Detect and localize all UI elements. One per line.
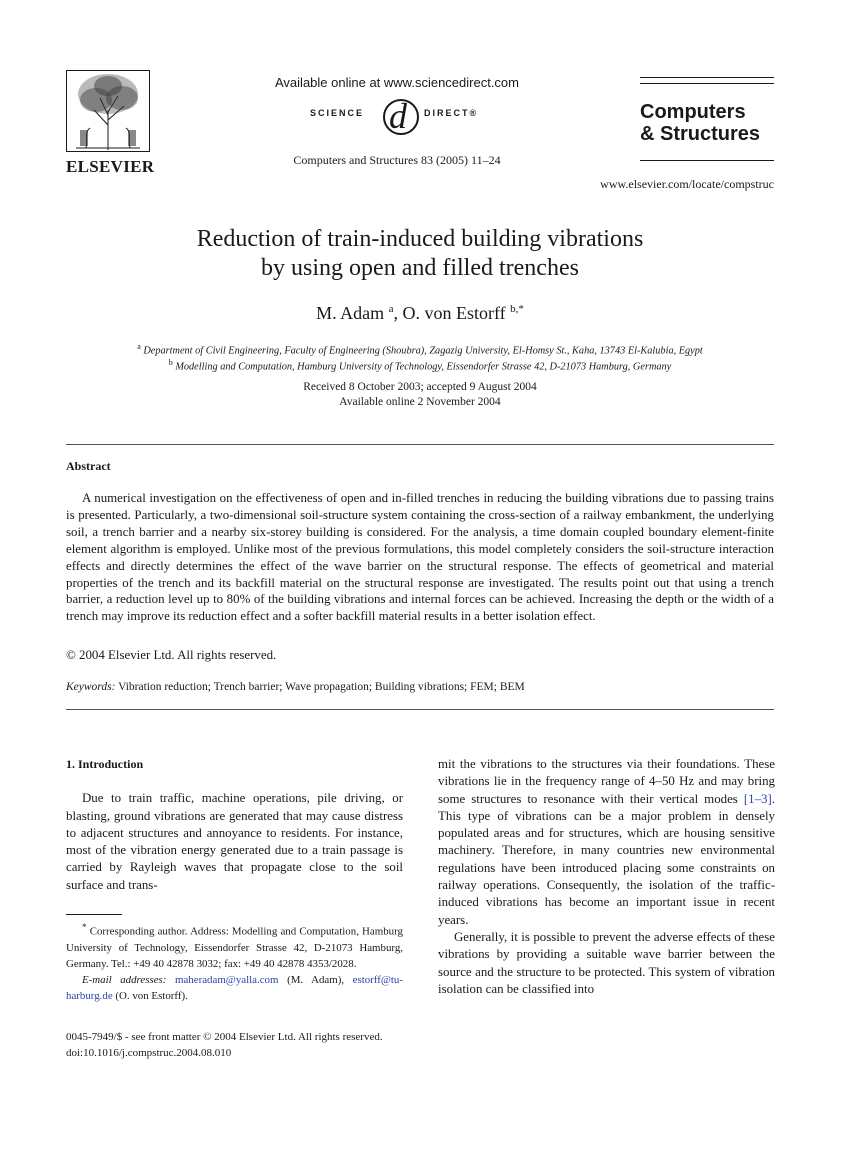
abstract-rule-top [66,444,774,445]
footnote-text: Corresponding author. Address: Modelling and Computation, Hamburg University of Technology, Eissendorfer Strasse 42, D-21073 Hamburg, Germany. Tel.: +49 40 42878 3032; fax: +49 40 42878 4353/2028. [66,925,403,970]
available-online-banner: Available online at www.sciencedirect.com [275,75,519,90]
elsevier-logo [66,70,155,176]
affiliation-text: Department of Civil Engineering, Faculty of Engineering (Shoubra), Zagazig University, El-Homsy St., Kaha, 13743 El-Kalubia, Egypt [143,345,703,357]
article-dates [66,380,774,410]
author-line [66,303,774,324]
author-affiliation-mark: b,* [510,303,524,315]
footnote-rule [66,914,122,915]
article-title [66,225,774,283]
page-footer [66,1029,383,1061]
abstract-copyright: © 2004 Elsevier Ltd. All rights reserved. [66,648,277,662]
intro-left-column [66,756,403,894]
intro-paragraph: Generally, it is possible to prevent the adverse effects of these vibrations by providing a suitable wave barrier between the source and the structure to be protected. This system of vibration isolation can be classified into [438,929,775,996]
keywords-list: Vibration reduction; Trench barrier; Wave propagation; Building vibrations; FEM; BEM [118,681,525,693]
paragraph-text: mit the vibrations to the structures via their foundations. These vibrations lie in the frequency range of 4–50 Hz and may bring some structures to resonance with their vertical modes [438,757,775,806]
author-affiliation-mark: a [388,303,394,315]
journal-title-rule-top [640,77,774,78]
author-name-corresponding: O. von Estorff [402,303,506,323]
intro-paragraph: Due to train traffic, machine operations, pile driving, or blasting, ground vibrations are generated that may cause distress to adjacent structures and annoyance to residents. For instance, most of the vibration energy generated due to a train passage is carried by Rayleigh waves that propagate close to the soil surface and trans- [66,791,403,892]
journal-reference: Computers and Structures 83 (2005) 11–24 [293,153,501,167]
intro-paragraph-continued [438,756,775,929]
email-link[interactable]: estorff@tu-harburg.de [66,973,403,1002]
journal-title [640,101,760,145]
doi-line: doi:10.1016/j.compstruc.2004.08.010 [66,1047,232,1059]
footnote-emails [66,972,403,1004]
affiliation-mark: a [137,342,141,351]
journal-title-line2: & Structures [640,123,761,145]
sd-logo-left: SCIENCE [310,108,365,118]
keywords-label: Keywords: [66,681,116,693]
email-link[interactable]: maheradam@yalla.com [175,973,279,986]
journal-title-line1: Computers [640,101,746,123]
paragraph-text: . This type of vibrations can be a major problem in densely populated areas and for structures, which are housing sensitive machinery. Therefore, in many countries new environmental regulations have been introduced placing some constraints on railway operations. Consequently, the isolation of the traffic-induced vibrations has become an important issue in recent years. [438,791,775,927]
intro-right-column [438,756,775,998]
journal-url-link[interactable]: www.elsevier.com/locate/compstruc [600,177,774,191]
online-date: Available online 2 November 2004 [339,396,501,408]
publisher-name: ELSEVIER [66,157,155,176]
email-owner: (M. Adam), [287,973,345,986]
article-title-line1: Reduction of train-induced building vibrations [196,226,644,252]
sd-logo-mark: d [389,96,407,136]
affiliation-mark: b [168,358,173,367]
email-label: E-mail addresses: [82,973,167,986]
elsevier-tree-icon [66,70,150,152]
received-date: Received 8 October 2003; accepted 9 August 2004 [303,381,537,393]
section-heading: 1. Introduction [66,757,144,771]
footnote [66,919,403,1004]
affiliation-b [60,355,780,375]
article-title-line2: by using open and filled trenches [261,255,579,281]
issn-line: 0045-7949/$ - see front matter © 2004 Elsevier Ltd. All rights reserved. [66,1031,383,1043]
email-owner: (O. von Estorff). [115,989,188,1002]
reference-link[interactable]: [1–3] [743,791,772,806]
abstract-rule-bottom [66,709,774,710]
author-separator: , [393,303,403,323]
author-name: M. Adam [316,303,385,323]
abstract-body: A numerical investigation on the effectiveness of open and in-filled trenches in reducing the building vibrations due to passing trains is presented. Particularly, a two-dimensional soil-structure system containing the cross-section of a railway embankment, the underlying soil, a trench barrier and a nearby six-storey building is considered. For the analysis, a time domain coupled boundary element-finite element algorithm is employed. Unlike most of the previous formulations, this model completely considers the soil-structure interaction effects and directly determines the effect of the wave barrier on the structural response. The effects of geometrical and material properties of the trench and its backfill material on the structural response are investigated. The results point out that using a trench barrier, a reduction level up to 80% of the building vibrations and internal forces can be achieved. Increasing the depth or the width of a trench may improve its reduction effect and a softer backfill material results in a better isolation effect. [66,491,774,624]
journal-title-rule-second [640,83,774,84]
footnote-mark: * [82,922,87,932]
sciencedirect-logo [310,96,490,136]
journal-title-rule-bottom [640,160,774,161]
keywords [66,681,774,693]
abstract-heading: Abstract [66,459,111,473]
sd-logo-right: DIRECT® [424,108,479,118]
affiliation-text: Modelling and Computation, Hamburg University of Technology, Eissendorfer Strasse 42, D-21073 Hamburg, Germany [175,361,672,373]
footnote-corresponding [66,919,403,972]
